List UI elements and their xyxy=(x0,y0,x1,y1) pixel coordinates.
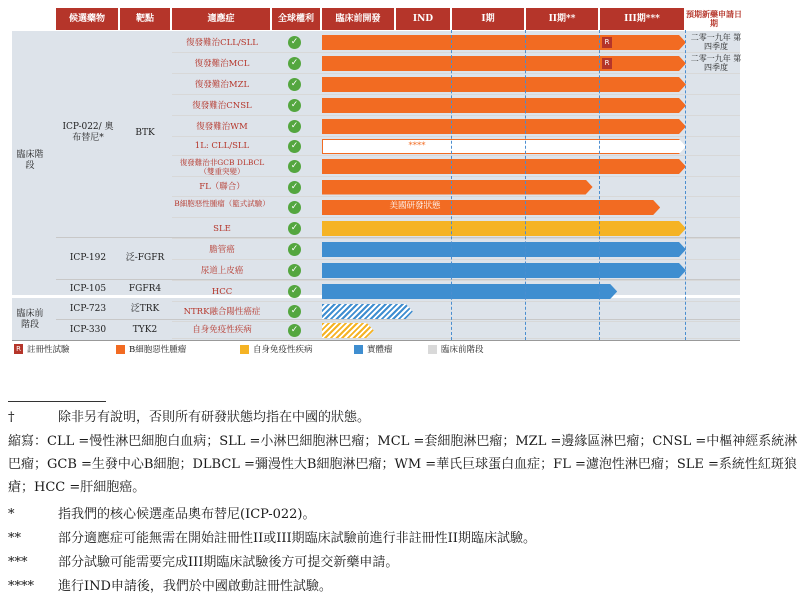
legend-bcell: B細胞惡性腫瘤 xyxy=(116,343,186,355)
phase-line-ind xyxy=(451,30,452,340)
indication-label: 復發難治非GCB DLBCL（雙重突變） xyxy=(179,158,265,176)
pipeline-bar xyxy=(322,284,617,299)
header-nda-date: 預期新藥申請日期 xyxy=(686,9,742,28)
indication-label: HCC xyxy=(211,287,233,297)
group-preclinical: 臨床前階段 xyxy=(16,309,44,330)
drug-icp022: ICP-022/ 奧布替尼* xyxy=(62,122,114,143)
row-divider xyxy=(172,155,740,156)
nda-date: 二零一九年 第四季度 xyxy=(690,54,742,72)
note-dagger: † 除非另有說明，否則所有研發狀態均指在中國的狀態。 xyxy=(8,410,371,425)
pipeline-bar xyxy=(322,242,686,257)
global-rights-check-icon: ✓ xyxy=(288,201,301,214)
legend-registrational: R 註冊性試驗 xyxy=(14,343,70,355)
pipeline-bar xyxy=(322,221,686,236)
header-ind: IND xyxy=(396,8,450,30)
legend-preclinical: 臨床前階段 xyxy=(428,343,484,355)
bar-annotation: **** xyxy=(408,141,426,151)
target-tyk2: TYK2 xyxy=(132,325,158,335)
drug-icp330: ICP-330 xyxy=(69,325,107,335)
registrational-flag-icon: R xyxy=(602,58,612,69)
global-rights-check-icon: ✓ xyxy=(288,324,301,337)
header-rights: 全球權利 xyxy=(272,8,320,30)
row-divider xyxy=(172,196,740,197)
pipeline-bar xyxy=(322,180,593,195)
drug-icp723: ICP-723 xyxy=(69,304,107,314)
global-rights-check-icon: ✓ xyxy=(288,181,301,194)
pipeline-bar xyxy=(322,323,374,338)
drug-icp192: ICP-192 xyxy=(69,253,107,263)
note-star1: * 指我們的核心候選產品奧布替尼(ICP-022)。 xyxy=(8,507,316,522)
global-rights-check-icon: ✓ xyxy=(288,160,301,173)
target-fgfr4: FGFR4 xyxy=(128,284,162,294)
pipeline-bar xyxy=(322,35,686,50)
global-rights-check-icon: ✓ xyxy=(288,222,301,235)
target-btk: BTK xyxy=(135,128,155,138)
global-rights-check-icon: ✓ xyxy=(288,78,301,91)
indication-label: 復發難治CLL/SLL xyxy=(186,38,258,48)
pipeline-bar xyxy=(322,56,686,71)
indication-label: 復發難治CNSL xyxy=(192,101,252,111)
header-phase1: I期 xyxy=(452,8,524,30)
row-divider xyxy=(172,176,740,177)
bar-annotation: 美國研發狀態 xyxy=(389,201,441,211)
legend-solid-tumor: 實體瘤 xyxy=(354,343,393,355)
pipeline-bar xyxy=(322,304,413,319)
global-rights-check-icon: ✓ xyxy=(288,264,301,277)
target-fgfr: 泛-FGFR xyxy=(125,253,165,263)
phase-line-phase3 xyxy=(685,30,686,340)
global-rights-check-icon: ✓ xyxy=(288,57,301,70)
header-phase2: II期** xyxy=(526,8,598,30)
pipeline-bar xyxy=(322,98,686,113)
target-trk: 泛TRK xyxy=(130,304,160,314)
global-rights-check-icon: ✓ xyxy=(288,36,301,49)
drug-icp105: ICP-105 xyxy=(69,284,107,294)
table-bottom-line xyxy=(12,340,740,341)
global-rights-check-icon: ✓ xyxy=(288,99,301,112)
indication-label: SLE xyxy=(213,224,231,234)
legend-autoimmune: 自身免疫性疾病 xyxy=(240,343,313,355)
global-rights-check-icon: ✓ xyxy=(288,120,301,133)
indication-label: 1L: CLL/SLL xyxy=(194,141,250,151)
note-star2: ** 部分適應症可能無需在開始註冊性II或III期臨床試驗前進行非註冊性II期臨床試驗。 xyxy=(8,531,536,546)
row-divider xyxy=(172,217,740,218)
pipeline-bar xyxy=(322,263,686,278)
indication-label: 復發難治MZL xyxy=(194,80,250,90)
divider xyxy=(56,319,740,320)
indication-label: 尿道上皮癌 xyxy=(200,266,244,276)
nda-date: 二零一九年 第四季度 xyxy=(690,33,742,51)
note-abbreviations: 縮寫：CLL =慢性淋巴細胞白血病；SLL =小淋巴細胞淋巴瘤；MCL =套細胞淋巴瘤；MZL =邊緣區淋巴瘤；CNSL =中樞神經系統淋巴瘤；GCB =生發中心B細胞；DLBCL =彌漫性大B細胞淋巴瘤；WM =華氏巨球蛋白血症；FL =濾泡性淋巴瘤；SLE =系統性紅斑狼瘡；HCC =肝細胞癌。 xyxy=(8,434,798,495)
header-preclinical: 臨床前開發 xyxy=(322,8,394,30)
header-drug: 候選藥物 xyxy=(56,8,118,30)
indication-label: 自身免疫性疾病 xyxy=(192,325,252,335)
registrational-flag-icon: R xyxy=(14,344,23,354)
global-rights-check-icon: ✓ xyxy=(288,140,301,153)
global-rights-check-icon: ✓ xyxy=(288,305,301,318)
phase-line-phase1 xyxy=(525,30,526,340)
note-star4: **** 進行IND申請後，我們於中國啟動註冊性試驗。 xyxy=(8,579,332,594)
indication-label: B細胞惡性腫瘤（籃式試驗） xyxy=(174,199,270,208)
indication-label: 復發難治MCL xyxy=(194,59,250,69)
global-rights-check-icon: ✓ xyxy=(288,285,301,298)
phase-line-phase2 xyxy=(599,30,600,340)
row-divider xyxy=(172,338,740,339)
global-rights-check-icon: ✓ xyxy=(288,243,301,256)
indication-label: 膽管癌 xyxy=(209,245,235,255)
pipeline-bar xyxy=(322,159,686,174)
header-target: 靶點 xyxy=(120,8,170,30)
header-indication: 適應症 xyxy=(172,8,270,30)
registrational-flag-icon: R xyxy=(602,37,612,48)
pipeline-bar xyxy=(322,119,686,134)
pipeline-bar xyxy=(322,77,686,92)
group-clinical: 臨床階段 xyxy=(16,150,44,171)
header-phase3: III期*** xyxy=(600,8,684,30)
footnote-rule xyxy=(8,401,106,402)
note-star3: *** 部分試驗可能需要完成III期臨床試驗後方可提交新藥申請。 xyxy=(8,555,399,570)
indication-label: 復發難治WM xyxy=(196,122,248,132)
indication-label: FL（聯合） xyxy=(199,182,245,192)
indication-label: NTRK融合陽性癌症 xyxy=(183,307,261,317)
